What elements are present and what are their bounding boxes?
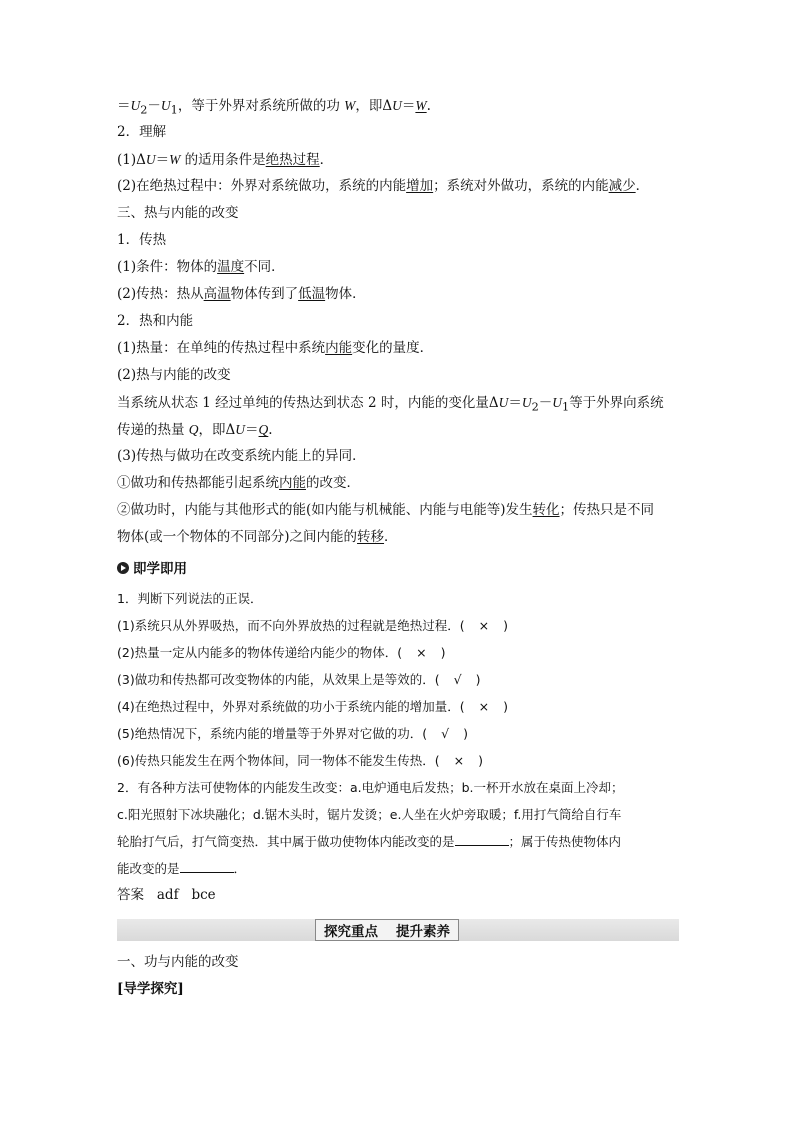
answer-fill: 内能 <box>325 340 353 356</box>
true-false-item: (5)绝热情况下，系统内能的增量等于外界对它做的功．( √ ) <box>117 726 468 741</box>
judgement-mark: × <box>416 645 427 660</box>
answer-line <box>117 882 679 909</box>
judgement-mark: √ <box>453 672 462 687</box>
play-circle-icon <box>117 562 129 574</box>
true-false-list <box>117 612 679 774</box>
section-heading: 一、功与内能的改变 <box>117 954 239 970</box>
text-line: (2)热与内能的改变 <box>117 367 231 383</box>
document-page <box>117 92 679 1003</box>
text-line: 物体(或一个物体的不同部分)之间内能的转移． <box>117 529 398 545</box>
true-false-item: (3)做功和传热都可改变物体的内能，从效果上是等效的．( √ ) <box>117 672 481 687</box>
true-false-item: (4)在绝热过程中，外界对系统做的功小于系统内能的增加量．( × ) <box>117 699 508 714</box>
answer-fill: 低温 <box>298 286 326 302</box>
answer-fill: 减少 <box>608 178 636 194</box>
text-line: 当系统从状态 1 经过单纯的传热达到状态 2 时，内能的变化量$\Delta U=U_2-U_1$等于外界向系统 <box>117 395 664 414</box>
text-line: ②做功时，内能与其他形式的能(如内能与机械能、内能与电能等)发生转化；传热只是不同 <box>117 502 655 518</box>
subheading: 1．传热 <box>117 232 167 248</box>
section-banner <box>117 919 679 941</box>
answer-fill: 转化 <box>532 502 560 518</box>
question-text: c.阳光照射下冰块融化；d.锯木头时，锯片发烫；e.人坐在火炉旁取暖；f.用打气筒给自行车 <box>117 807 622 822</box>
text-line: $=U_2-U_1$，等于外界对系统所做的功 W，即ΔU＝W. <box>117 98 431 117</box>
answer-label: 答案 <box>117 887 144 903</box>
answer-blank <box>455 833 509 846</box>
answer-fill: 转移 <box>357 529 385 545</box>
guide-label: [导学探究] <box>117 981 184 997</box>
question-text: 轮胎打气后，打气筒变热．其中属于做功使物体内能改变的是 ；属于传热使物体内 <box>117 834 622 849</box>
judgement-mark: × <box>478 699 490 714</box>
text-line: 传递的热量 Q，即ΔU＝Q. <box>117 422 273 438</box>
answer-fill: 绝热过程 <box>265 152 320 168</box>
answer-fill: 内能 <box>279 475 306 491</box>
answer-fill: 增加 <box>406 178 434 194</box>
question-text: 2．有各种方法可使物体的内能发生改变：a.电炉通电后发热；b.一杯开水放在桌面上冷却； <box>117 780 624 795</box>
subheading: 2．理解 <box>117 124 167 140</box>
text-line: ①做功和传热都能引起系统内能的改变． <box>117 475 360 491</box>
true-false-item: (2)热量一定从内能多的物体传递给内能少的物体．( × ) <box>117 645 446 660</box>
text-line: (3)传热与做功在改变系统内能上的异同． <box>117 448 366 464</box>
subheading: 2．热和内能 <box>117 313 194 329</box>
text-line: (1)热量：在单纯的传热过程中系统内能变化的量度． <box>117 340 434 356</box>
answer-value: bce <box>191 887 216 903</box>
section-heading: 三、热与内能的改变 <box>117 205 239 221</box>
true-false-item: (1)系统只从外界吸热，而不向外界放热的过程就是绝热过程．( × ) <box>117 618 508 633</box>
question-title: 1．判断下列说法的正误． <box>117 591 263 606</box>
answer-fill: 温度 <box>217 259 245 275</box>
text-line: (1)条件：物体的温度不同． <box>117 259 285 275</box>
answer-blank <box>180 860 234 873</box>
answer-value: adf <box>156 887 179 903</box>
text-line: (2)传热：热从高温物体传到了低温物体． <box>117 286 366 302</box>
judgement-mark: √ <box>441 726 450 741</box>
text-line: (2)在绝热过程中：外界对系统做功，系统的内能增加；系统对外做功，系统的内能减少． <box>117 178 650 194</box>
true-false-item: (6)传热只能发生在两个物体间，同一物体不能发生传热．( × ) <box>117 753 483 768</box>
judgement-mark: × <box>478 618 490 633</box>
judgement-mark: × <box>453 753 465 768</box>
practice-heading: 即学即用 <box>117 557 679 581</box>
text-line: (1)ΔU＝W 的适用条件是绝热过程． <box>117 152 334 168</box>
banner-title: 探究重点 提升素养 <box>315 919 459 941</box>
answer-fill: 高温 <box>203 286 231 302</box>
question-text: 能改变的是 ． <box>117 861 247 876</box>
